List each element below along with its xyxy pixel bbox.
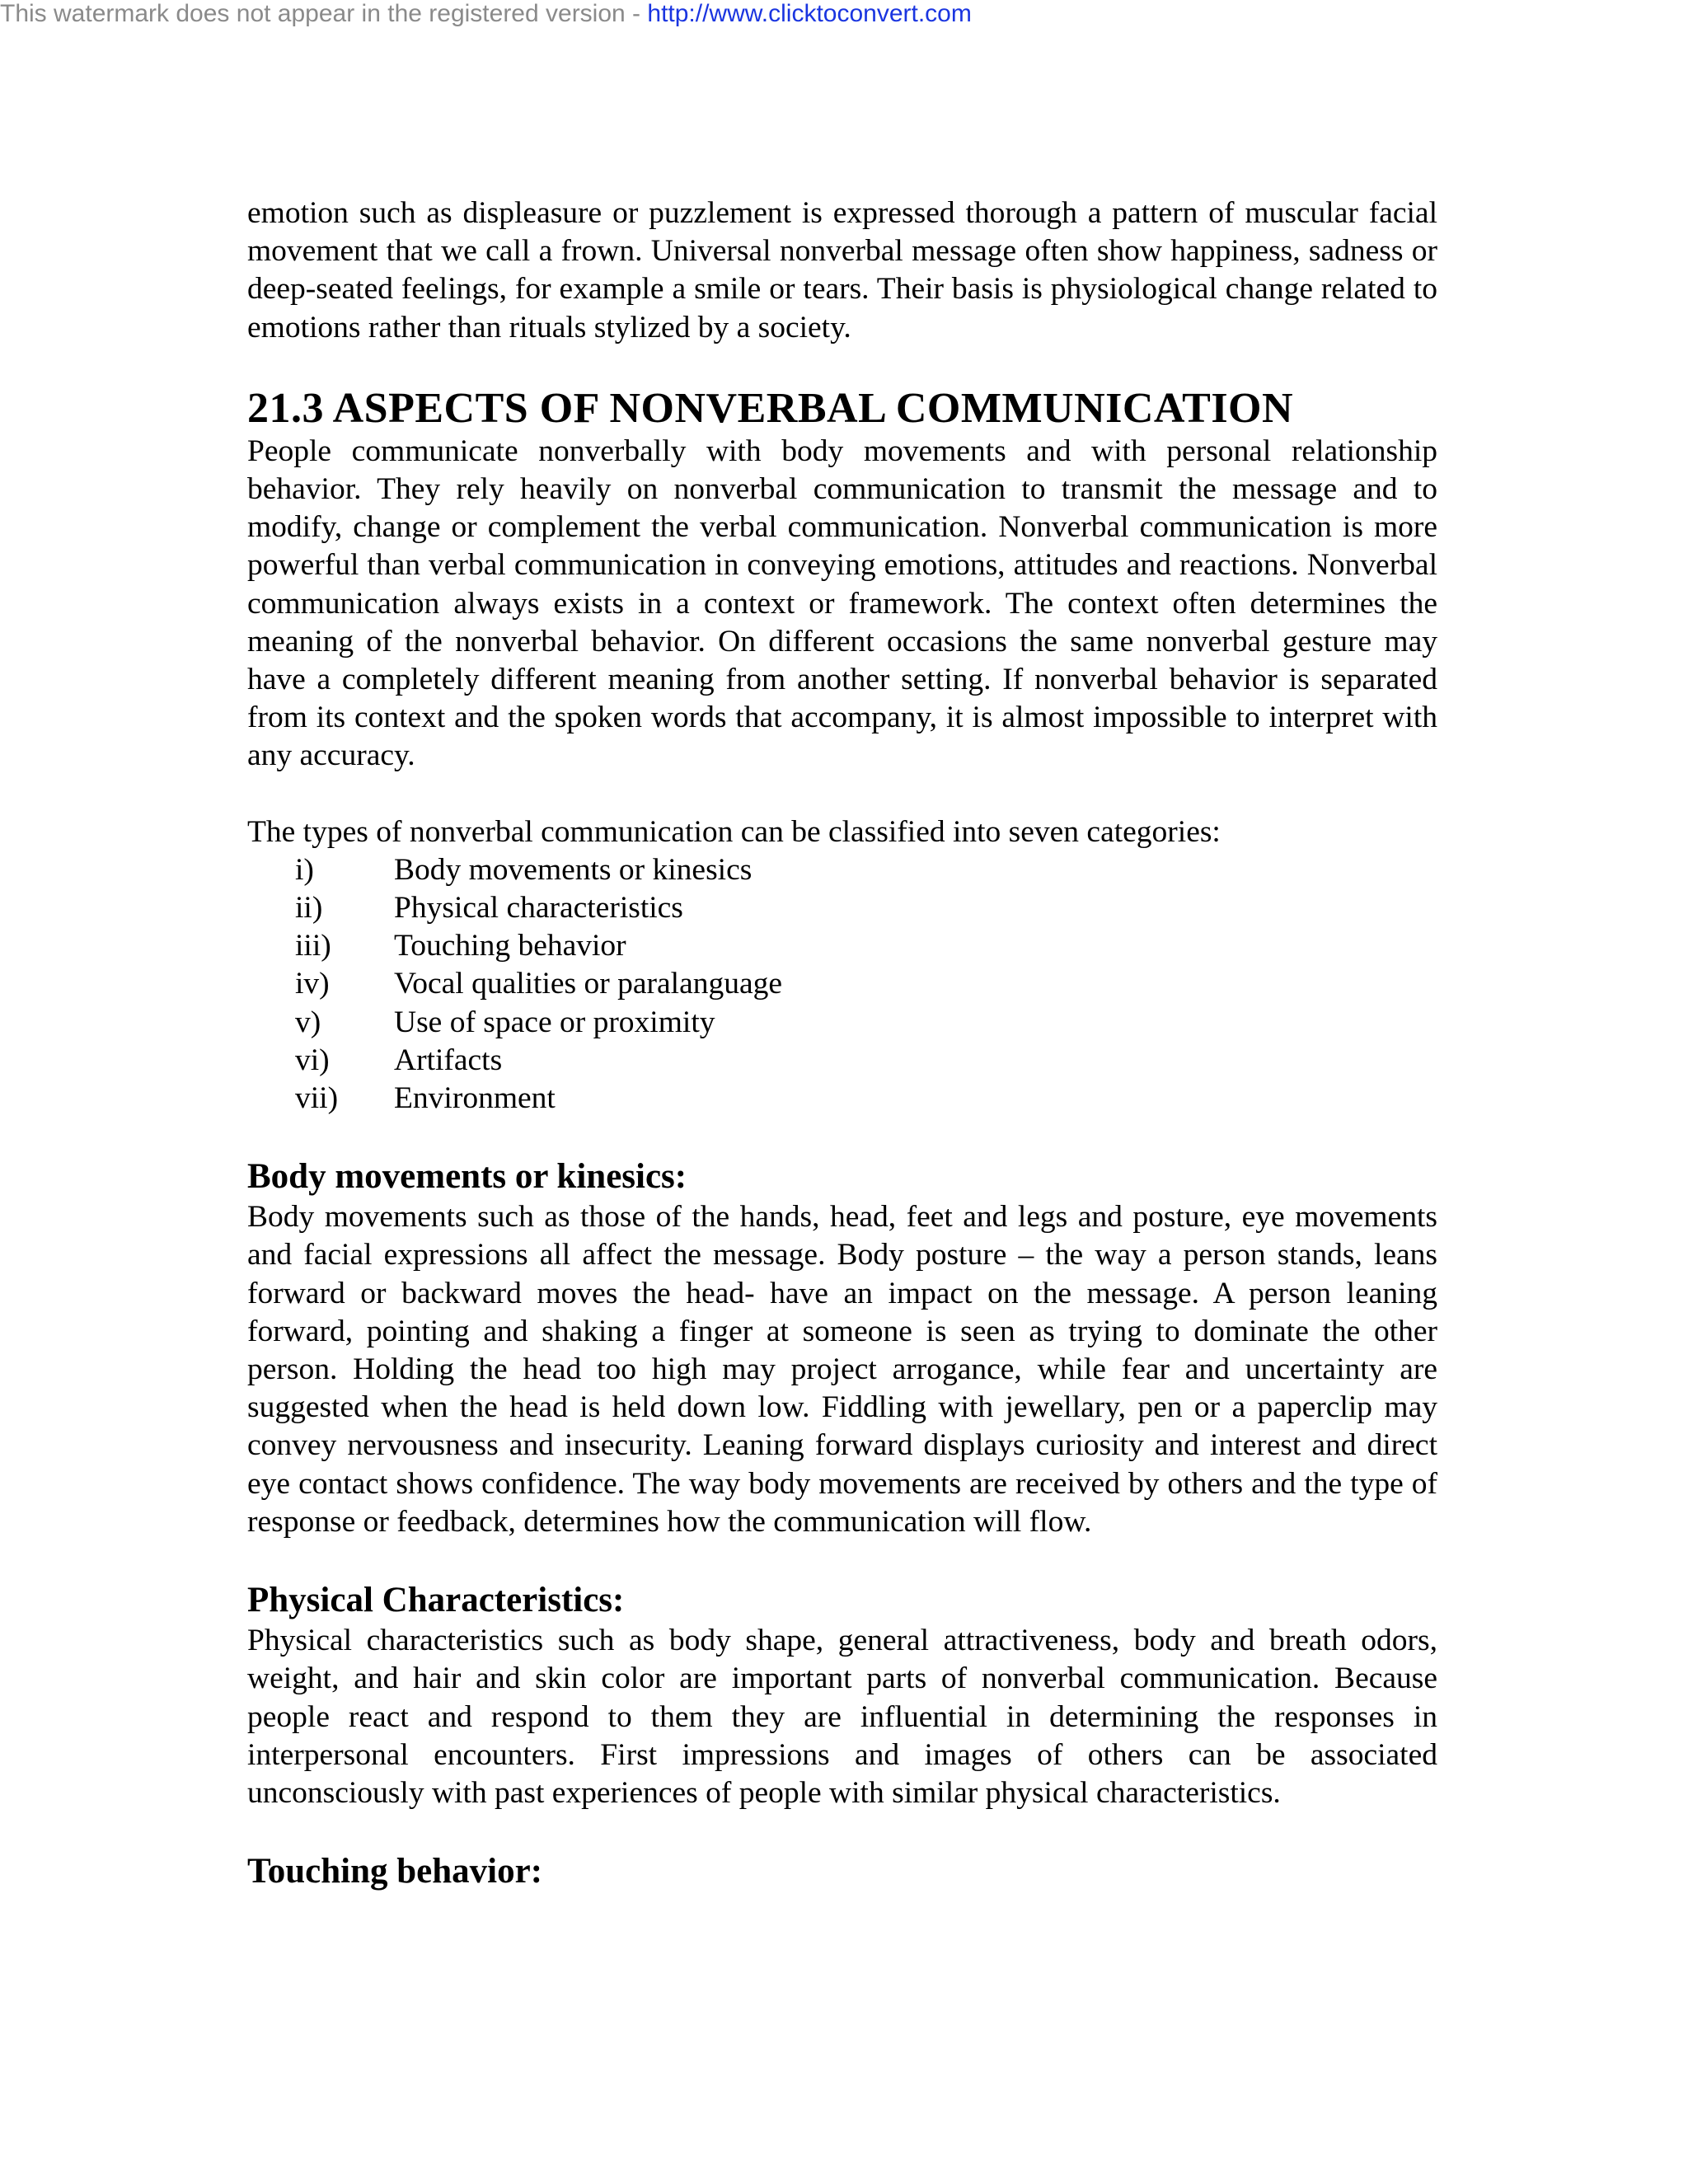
touching-behavior-heading: Touching behavior: [247,1852,543,1891]
list-item-label: Body movements or kinesics [394,852,753,887]
list-item-label: Use of space or proximity [394,1005,715,1039]
list-item-number: iii) [295,929,331,963]
physical-characteristics-heading: Physical Characteristics: [247,1581,625,1620]
list-item-label: Vocal qualities or paralanguage [394,967,783,1001]
list-item [295,1042,1437,1080]
categories-intro: The types of nonverbal communication can be classified into seven categories: [247,814,1221,849]
section-paragraph: People communicate nonverbally with body movements and with personal relationship behavior. They rely heavily on nonverbal communication to transmit the message and to modify, change or complement the verbal communication. Nonverbal communication is more powerful than verbal communication in conveying emotions, attitudes and reactions. Nonverbal communication always exists in a context or framework. The context often determines the meaning of the nonverbal behavior. On different occasions the same nonverbal gesture may have a completely different meaning from another setting. If nonverbal behavior is separated from its context and the spoken words that accompany, it is almost impossible to interpret with any accuracy. [247,434,1437,773]
body-movements-section [247,1155,1437,1541]
physical-characteristics-section [247,1579,1437,1812]
touching-behavior-section [247,1850,1437,1893]
list-item-label: Artifacts [394,1043,503,1077]
list-item-number: v) [295,1005,321,1039]
list-item-label: Touching behavior [394,929,626,963]
categories-list [247,851,1437,1118]
list-item [295,927,1437,965]
body-movements-paragraph: Body movements such as those of the hands, head, feet and legs and posture, eye movements and facial expressions all affect the message. Body posture – the way a person stands, leans forward or backward moves the head- have an impact on the message. A person leaning forward, pointing and shaking a finger at someone is seen as trying to dominate the other person. Holding the head too high may project arrogance, while fear and uncertainty are suggested when the head is held down low. Fiddling with jewellary, pen or a paperclip may convey nervousness and insecurity. Leaning forward displays curiosity and interest and direct eye contact shows confidence. The way body movements are received by others and the type of response or feedback, determines how the communication will flow. [247,1200,1437,1539]
list-item [295,851,1437,889]
section-title: 21.3 ASPECTS OF NONVERBAL COMMUNICATION [247,384,1294,432]
list-item [295,1080,1437,1118]
watermark-link[interactable]: http://www.clicktoconvert.com [647,0,972,27]
physical-characteristics-paragraph: Physical characteristics such as body shape, general attractiveness, body and breath odors, weight, and hair and skin color are important parts of nonverbal communication. Because people react and respond to them they are influential in determining the responses in interpersonal encounters. First impressions and images of others can be associated unconsciously with past experiences of people with similar physical characteristics. [247,1624,1437,1810]
watermark-text: This watermark does not appear in the registered version - [0,0,648,27]
list-item-label: Environment [394,1081,556,1116]
list-item-number: vi) [295,1043,330,1077]
list-item [295,889,1437,927]
body-movements-heading: Body movements or kinesics: [247,1157,687,1197]
page-content [247,194,1437,1893]
list-item [295,965,1437,1003]
list-item-number: vii) [295,1081,339,1116]
intro-paragraph: emotion such as displeasure or puzzlement is expressed thorough a pattern of muscular facial movement that we call a frown. Universal nonverbal message often show happiness, sadness or deep-seated feelings, for example a smile or tears. Their basis is physiological change related to emotions rather than rituals stylized by a society. [247,196,1437,344]
list-item-label: Physical characteristics [394,891,683,926]
list-item-number: iv) [295,967,330,1001]
list-item [295,1004,1437,1042]
list-item-number: i) [295,852,314,887]
list-item-number: ii) [295,891,323,926]
watermark-banner [0,0,972,28]
